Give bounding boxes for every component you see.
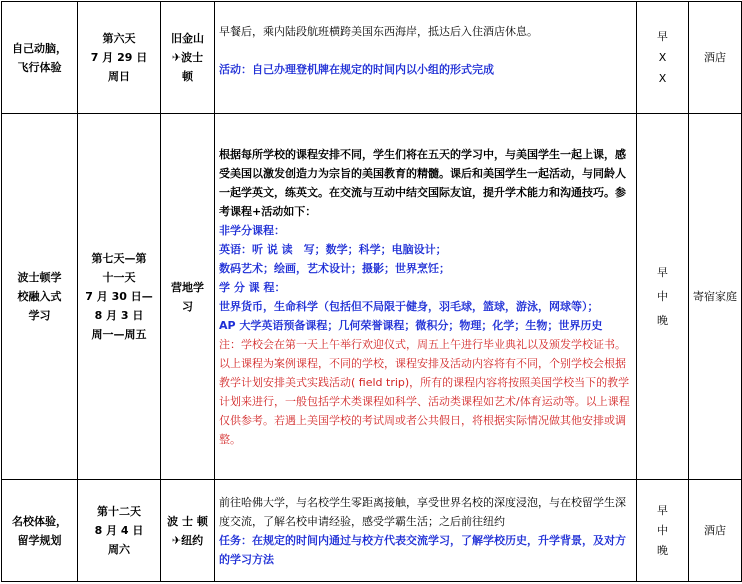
date-line: 周六 (108, 543, 130, 556)
date-line: 周日 (108, 70, 130, 83)
theme-cell (2, 480, 78, 582)
meal-item: 早 (657, 30, 668, 43)
meal-item: X (658, 72, 667, 85)
meal-item: X (658, 51, 667, 64)
theme-line: 飞行体验 (17, 60, 62, 74)
place-line: 顿 (182, 70, 193, 83)
date-line: 十一天 (102, 271, 136, 284)
meals-cell (637, 114, 689, 480)
place-line: 旧金山 (171, 32, 204, 45)
description-intro: 根据每所学校的课程安排不同，学生们将在五天的学习中，与美国学生一起上课，感受美国以激发创造力为宗旨的美国教育的精髓。课后和美国学生一起活动，与同龄人一起学英文，练英文。在交流与互动中结交国际友谊，提升学术能力和沟通技巧。参考课程+活动如下： (219, 147, 626, 218)
credit-line: AP 大学英语预备课程；几何荣誉课程；微积分；物理；化学；生物；世界历史 (219, 318, 603, 332)
itinerary-table (1, 1, 742, 582)
theme-line: 波士顿学 (17, 271, 62, 284)
date-cell (78, 2, 161, 114)
noncredit-title: 非学分课程： (219, 223, 285, 237)
hotel-cell: 寄宿家庭 (689, 114, 742, 480)
date-line: 周一—周五 (91, 328, 147, 341)
date-line: 7 月 30 日— (85, 290, 153, 303)
theme-line: 留学规划 (17, 533, 62, 547)
date-cell (78, 114, 161, 480)
date-line: 8 月 3 日 (94, 309, 144, 322)
hotel-cell: 酒店 (689, 2, 742, 114)
meals-cell (637, 480, 689, 582)
description-main: 早餐后，乘内陆段航班横跨美国东西海岸，抵达后入住酒店休息。 (219, 25, 538, 38)
place-line: 波 士 顿 (167, 514, 208, 528)
credit-title: 学 分 课 程： (219, 280, 286, 294)
theme-line: 自己动脑， (12, 41, 67, 55)
theme-line: 名校体验， (12, 514, 67, 528)
itinerary-row-day7-11 (2, 114, 742, 480)
theme-cell (2, 2, 78, 114)
hotel-cell: 酒店 (689, 480, 742, 582)
date-line: 7 月 29 日 (90, 51, 148, 64)
theme-line: 校融入式 (17, 290, 62, 303)
place-line: ✈波士 (171, 51, 204, 64)
place-cell (161, 2, 215, 114)
meal-item: 早 (657, 503, 668, 517)
theme-line: 学习 (28, 309, 51, 322)
date-line: 第七天—第 (91, 252, 147, 265)
date-line: 第六天 (102, 32, 136, 45)
theme-cell (2, 114, 78, 480)
place-cell (161, 480, 215, 582)
date-line: 第十二天 (97, 505, 141, 518)
meal-item: 晚 (657, 313, 668, 327)
credit-line: 世界货币，生命科学（包括但不局限于健身，羽毛球，篮球，游泳，网球等）； (219, 299, 599, 313)
meal-item: 中 (657, 289, 668, 303)
noncredit-line: 英语：听 说 读 写；数学；科学；电脑设计； (219, 242, 447, 256)
place-line: 习 (182, 299, 193, 313)
date-line: 8 月 4 日 (94, 524, 144, 537)
note-text: 注：学校会在第一天上午举行欢迎仪式，周五上午进行毕业典礼以及颁发学校证书。以上课程为案例课程，不同的学校，课程安排及活动内容将有不同，个别学校会根据教学计划安排美式实践活动( field trip)，所有的课程内容将按照美国学校当下的教学计划来进行，一般包括学术类课程如科学、活动类课程如艺术/体育运动等。以上课程仅供参考。若遇上美国学校的考试周或者公共假日，将根据实际情况做其他安排或调整。 (219, 337, 630, 446)
meal-item: 早 (657, 265, 668, 279)
meals-cell (637, 2, 689, 114)
itinerary-row-day12 (2, 480, 742, 582)
itinerary-row-day6 (2, 2, 742, 114)
meal-item: 晚 (657, 543, 668, 557)
description-cell (215, 480, 637, 582)
description-cell (215, 114, 637, 480)
place-line: 营地学 (171, 280, 204, 294)
description-cell (215, 2, 637, 114)
place-cell (161, 114, 215, 480)
description-main: 前往哈佛大学，与名校学生零距离接触，享受世界名校的深度浸泡，与在校留学生深度交流，了解名校申请经验，感受学霸生活；之后前往纽约 (219, 495, 626, 528)
activity-text: 活动：自己办理登机牌在规定的时间内以小组的形式完成 (219, 63, 494, 76)
place-line: ✈纽约 (171, 533, 204, 547)
noncredit-line: 数码艺术；绘画，艺术设计；摄影；世界烹饪； (219, 261, 450, 275)
meal-item: 中 (657, 523, 668, 537)
task-text: 任务：在规定的时间内通过与校方代表交流学习，了解学校历史，升学背景，及对方的学习方法 (219, 533, 626, 566)
date-cell (78, 480, 161, 582)
